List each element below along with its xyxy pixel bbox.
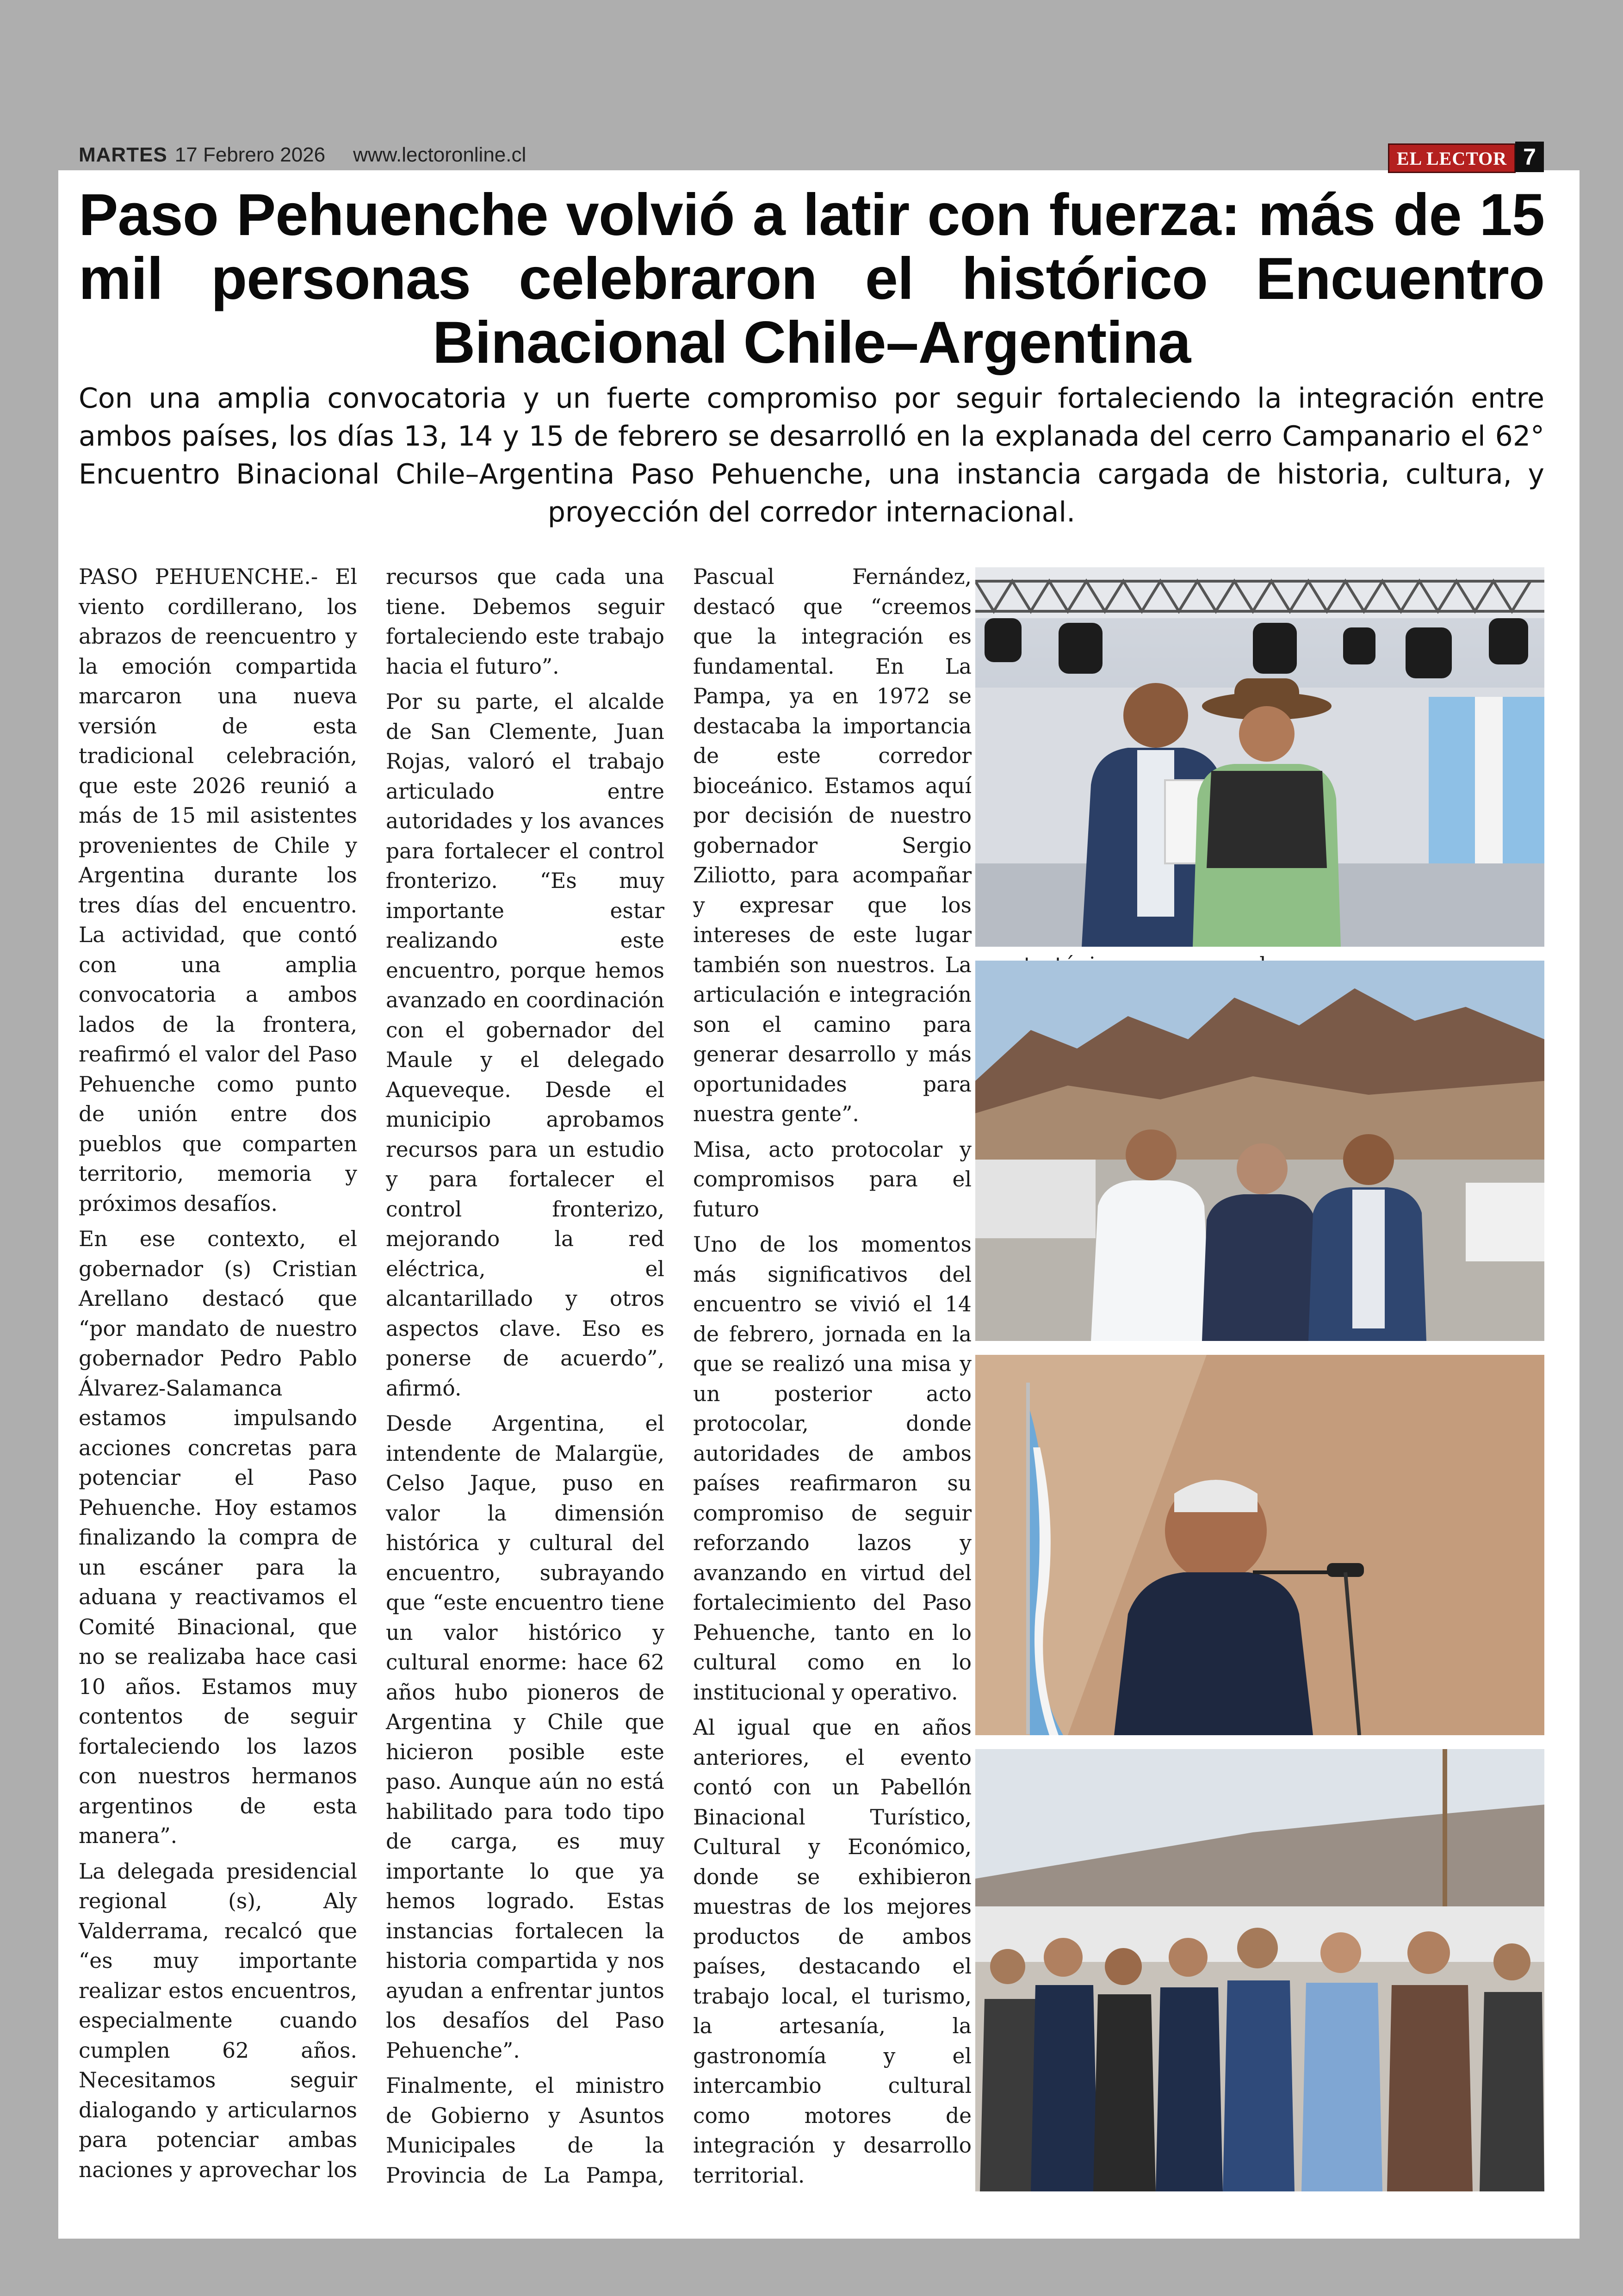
masthead-logo: EL LECTOR xyxy=(1388,143,1516,173)
body-paragraph: Uno de los momentos más significativos del encuentro se vivió el 14 de febrero, jornada en la que se realizó una misa y un posterior acto protocolar, donde autoridades de ambos países reafirmaron su compromiso de seguir reforzando lazos y avanzando en virtud del fortalecimiento del Paso Pehuenche, tanto en lo cultural como en lo institucional y operativo. xyxy=(693,1232,972,1705)
header-date: 17 Febrero 2026 xyxy=(174,143,326,166)
body-paragraph: PASO PEHUENCHE.- El viento cordillerano, los abrazos de reencuentro y la emoción compartida marcaron una nueva versión de esta tradicional celebración, que este 2026 reunió a más de 15 mil asistentes provenientes de Chile y Argentina durante los tres días del encuentro. La actividad, que contó con una amplia convocatoria a ambos lados de la frontera, reafirmó el valor del Paso Pehuenche como punto de unión entre dos pueblos que comparten territorio, memoria y próximos desafíos. xyxy=(79,565,357,1216)
article-lead: Con una amplia convocatoria y un fuerte compromiso por seguir fortaleciendo la integración entre ambos países, los días 13, 14 y 15 de febrero se desarrolló en la explanada del cerro Campanario el 62° Encuentro Binacional Chile–Argentina Paso Pehuenche, una instancia cargada de historia, cultura, y proyección del corredor internacional. xyxy=(79,382,1544,528)
photo-speaker-flag xyxy=(975,1355,1544,1735)
header-day: MARTES xyxy=(79,143,167,166)
body-subheading: Misa, acto protocolar y compromisos para el futuro xyxy=(693,1137,972,1222)
article-body xyxy=(79,562,972,2209)
article-headline: Paso Pehuenche volvió a latir con fuerza: más de 15 mil personas celebraron el histórico Encuentro Binacional Chile–Argentina xyxy=(79,182,1544,376)
page-number: 7 xyxy=(1515,142,1544,172)
body-paragraph: La delegada presidencial regional (s), Aly Valderrama, recalcó que “es muy importante realizar estos encuentros, especialmente cuando cumplen 62 años. Necesitamos seguir dialogando y articularnos para potenciar ambas naciones y aprovechar los recursos que cada una tiene. Debemos seguir fortaleciendo este trabajo hacia el futuro”. xyxy=(79,565,664,2182)
header-website[interactable]: www.lectoronline.cl xyxy=(353,143,527,166)
body-paragraph: Al igual que en años anteriores, el evento contó con un Pabellón Binacional Turístico, Cultural y Económico, donde se exhibieron muestras de los mejores productos de ambos países, destacando el trabajo local, el turismo, la artesanía, la gastronomía y el intercambio cultural como motores de integración y desarrollo territorial. xyxy=(693,1715,972,2188)
photo-officials-row xyxy=(975,1749,1544,2191)
photo-mountains-group xyxy=(975,961,1544,1341)
page-header xyxy=(79,139,1544,171)
body-paragraph: Por su parte, el alcalde de San Clemente, Juan Rojas, valoró el trabajo articulado entre autoridades y los avances para fortalecer el control fronterizo. “Es muy importante estar realizando este encuentro, porque hemos avanzado en coordinación con el gobernador del Maule y el delegado Aqueveque. Desde el municipio aprobamos recursos para un estudio y para fortalecer el control fronterizo, mejorando la red eléctrica, el alcantarillado y otros aspectos clave. Eso es ponerse de acuerdo”, afirmó. xyxy=(386,689,664,1401)
photo-stage-award xyxy=(975,567,1544,947)
body-paragraph: En ese contexto, el gobernador (s) Cristian Arellano destacó que “por mandato de nuestro gobernador Pedro Pablo Álvarez-Salamanca estamos impulsando acciones concretas para potenciar el Paso Pehuenche. Hoy estamos finalizando la compra de un escáner para la aduana y reactivamos el Comité Binacional, que no se realizaba hace casi 10 años. Estamos muy contentos de seguir fortaleciendo los lazos con nuestros hermanos argentinos de esta manera”. xyxy=(79,1227,357,1848)
body-paragraph: Finalmente, el ministro de Gobierno y Asuntos Municipales de la Provincia de La Pampa, Pascual Fernández, destacó que “creemos que la integración es fundamental. En La Pampa, ya en 1972 se destacaba la importancia de este corredor bioceánico. Estamos aquí por decisión de nuestro gobernador Sergio Ziliotto, para acompañar y expresar que los intereses de este lugar también son nuestros. La articulación e integración son el camino para generar desarrollo y más oportunidades para nuestra gente”. xyxy=(386,565,972,2188)
body-paragraph: Desde Argentina, el intendente de Malargüe, Celso Jaque, puso en valor la dimensión histórica y cultural del encuentro, subrayando que “este encuentro tiene un valor histórico y cultural enorme: hace 62 años hubo pioneros de Argentina y Chile que hicieron posible este paso. Aunque aún no está habilitado para todo tipo de carga, es muy importante lo que ya hemos logrado. Estas instancias fortalecen la historia compartida y nos ayudan a enfrentar juntos los desafíos del Paso Pehuenche”. xyxy=(386,1411,664,2063)
